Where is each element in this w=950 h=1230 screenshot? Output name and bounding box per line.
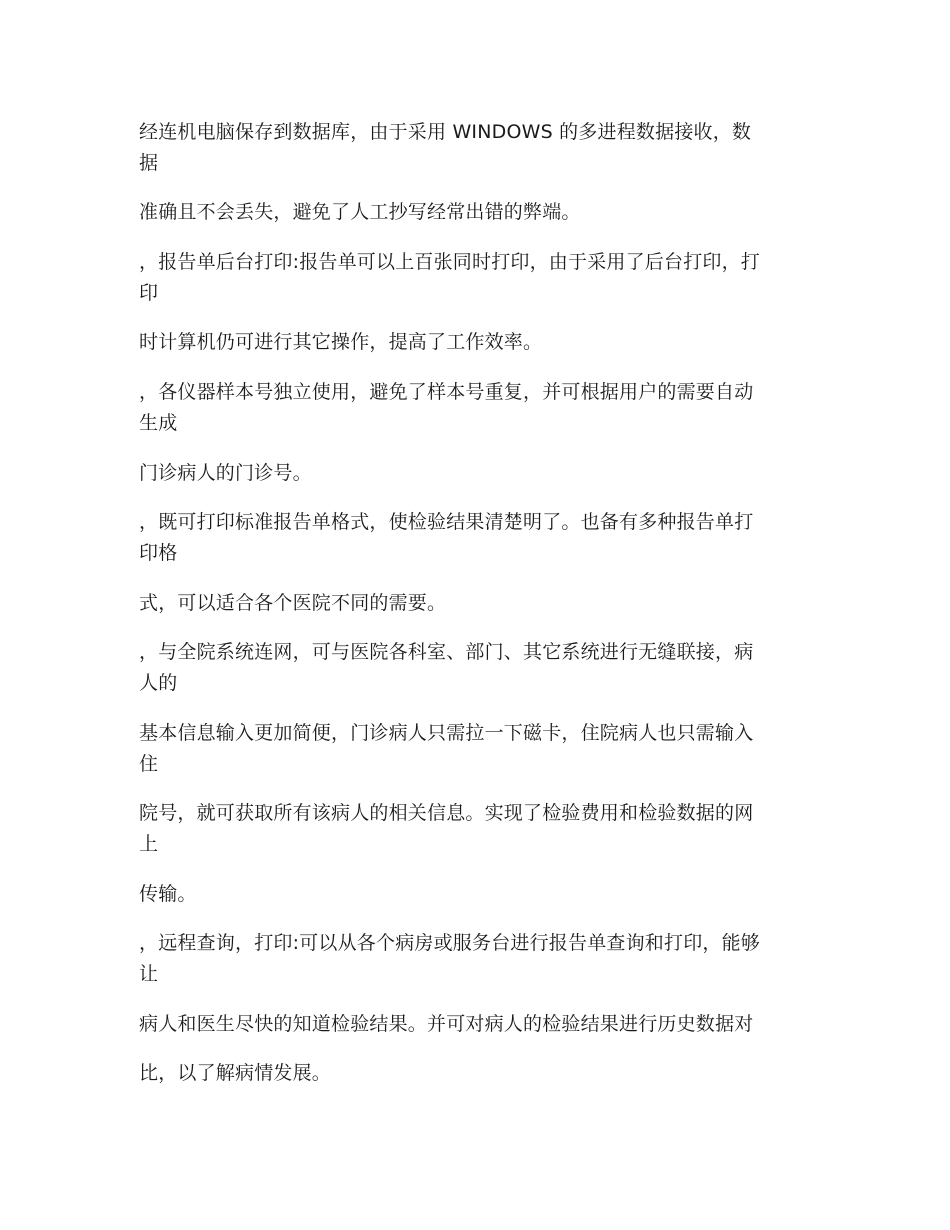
text-line: ，与全院系统连网，可与医院各科室、部门、其它系统进行无缝联接，病 — [139, 641, 754, 663]
text-line: 传输。 — [139, 883, 197, 905]
text-line: 门诊病人的门诊号。 — [139, 462, 312, 484]
text-line: 经连机电脑保存到数据库，由于采用 WINDOWS 的多进程数据接收，数 — [139, 121, 752, 143]
text-line: 生成 — [139, 412, 178, 434]
text-line: ，各仪器样本号独立使用，避免了样本号重复，并可根据用户的需要自动 — [139, 381, 754, 403]
text-line: ，远程查询，打印:可以从各个病房或服务台进行报告单查询和打印，能够 — [139, 932, 761, 954]
text-line: ，既可打印标准报告单格式，使检验结果清楚明了。也备有多种报告单打 — [139, 511, 754, 533]
text-line: 人的 — [139, 672, 178, 694]
text-line: 准确且不会丢失，避免了人工抄写经常出错的弊端。 — [139, 201, 581, 223]
text-line: 式，可以适合各个医院不同的需要。 — [139, 592, 447, 614]
text-line: 比，以了解病情发展。 — [139, 1062, 332, 1084]
text-line: 上 — [139, 833, 159, 855]
text-line: 时计算机仍可进行其它操作，提高了工作效率。 — [139, 331, 543, 353]
text-line: ，报告单后台打印:报告单可以上百张同时打印，由于采用了后台打印，打 — [139, 251, 761, 273]
text-line: 据 — [139, 152, 159, 174]
text-line: 病人和医生尽快的知道检验结果。并可对病人的检验结果进行历史数据对 — [139, 1013, 754, 1035]
text-line: 住 — [139, 753, 159, 775]
text-line: 印 — [139, 282, 159, 304]
text-line: 基本信息输入更加简便，门诊病人只需拉一下磁卡，住院病人也只需输入 — [139, 722, 754, 744]
text-line: 印格 — [139, 542, 178, 564]
text-line: 让 — [139, 963, 159, 985]
text-line: 院号，就可获取所有该病人的相关信息。实现了检验费用和检验数据的网 — [139, 802, 754, 824]
